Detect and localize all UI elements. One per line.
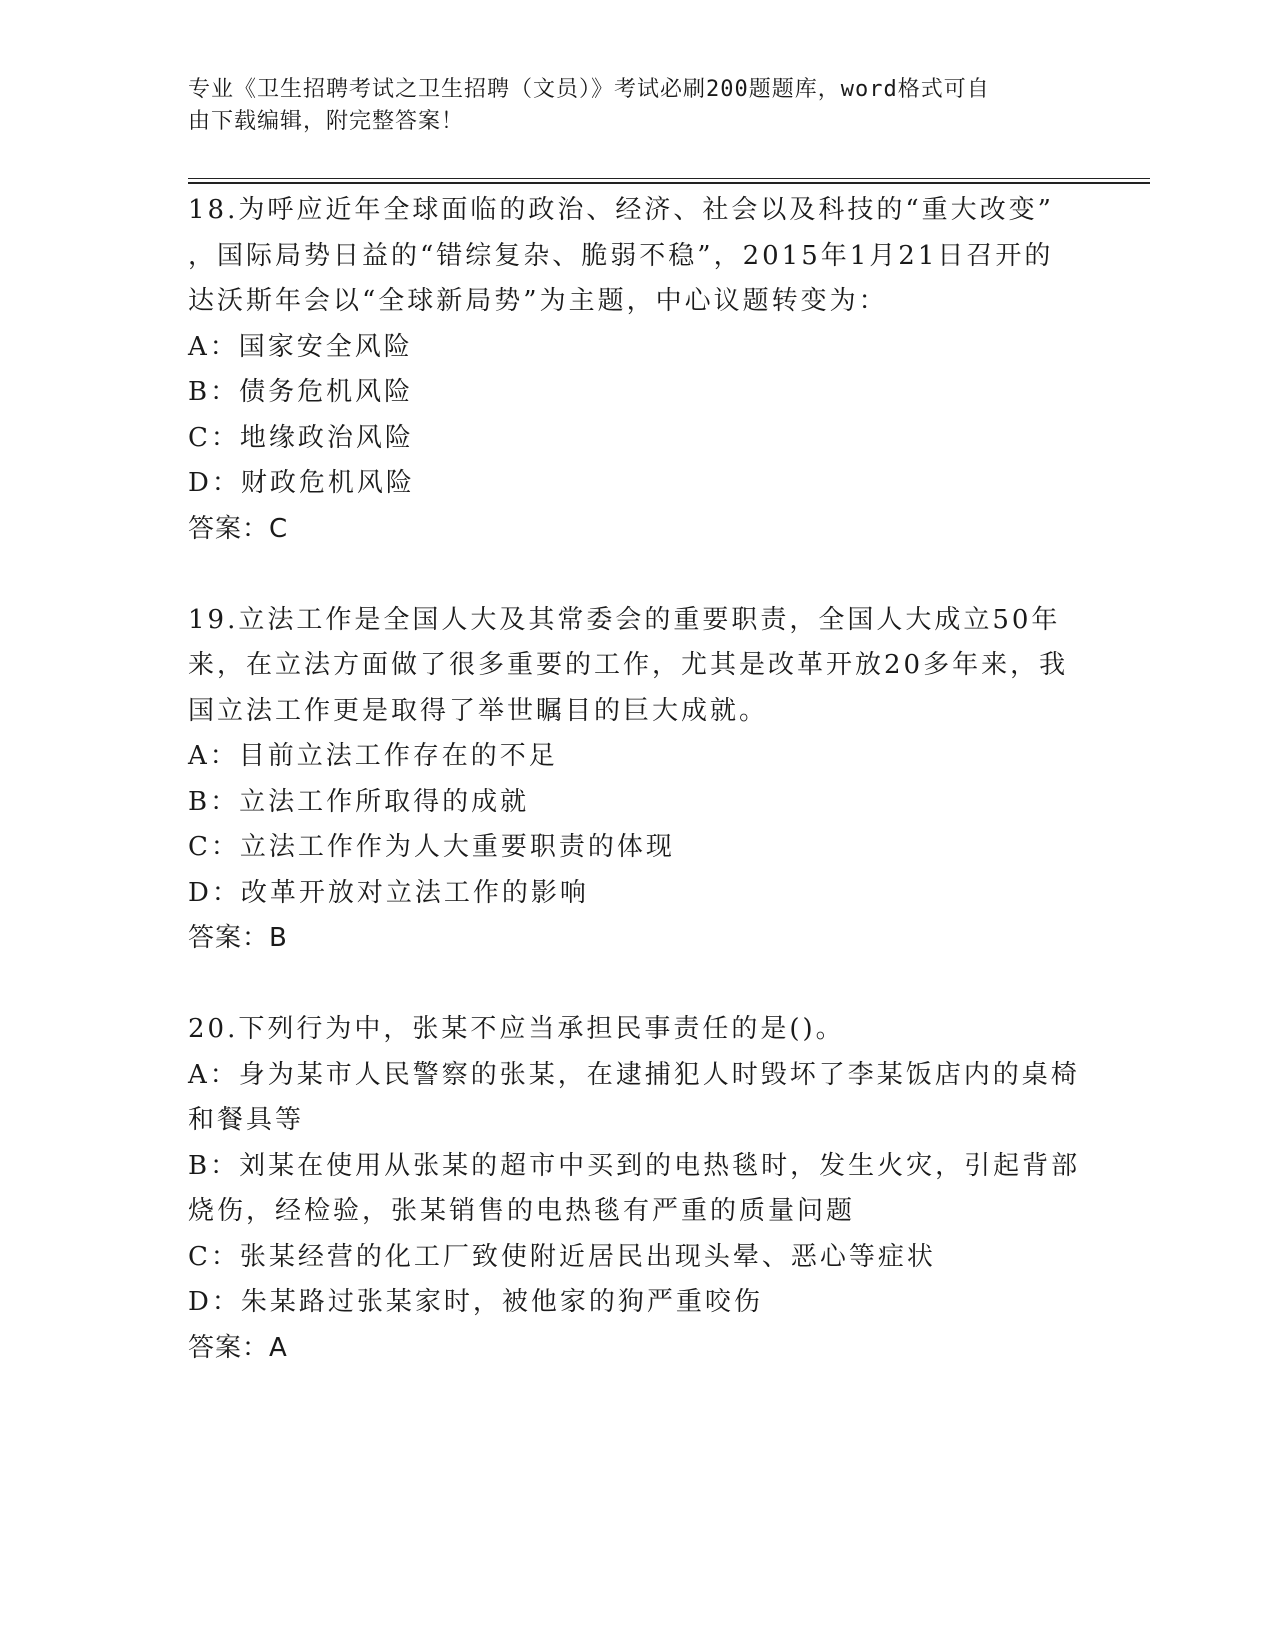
document-header	[188, 74, 1068, 138]
question-stem-line: 18.为呼应近年全球面临的政治、经济、社会以及科技的“重大改变”	[188, 195, 1054, 225]
question-stem-line: 达沃斯年会以“全球新局势”为主题，中心议题转变为：	[188, 286, 888, 316]
option-a: A：目前立法工作存在的不足	[188, 741, 558, 771]
question-stem-line: 来，在立法方面做了很多重要的工作，尤其是改革开放20多年来，我	[188, 650, 1069, 680]
option-b-continued: 烧伤，经检验，张某销售的电热毯有严重的质量问题	[188, 1196, 856, 1226]
question-stem-line: ，国际局势日益的“错综复杂、脆弱不稳”，2015年1月21日召开的	[188, 240, 1054, 271]
answer-line: 答案：C	[188, 513, 289, 544]
spacer	[188, 552, 1088, 598]
answer-line: 答案：B	[188, 923, 288, 953]
option-c: C：地缘政治风险	[188, 422, 414, 453]
answer-line: 答案：A	[188, 1332, 288, 1363]
question-18	[188, 188, 1088, 552]
option-d: D：财政危机风险	[188, 468, 415, 498]
header-line: 专业《卫生招聘考试之卫生招聘（文员）》考试必刷200题题库，word格式可自	[188, 77, 990, 102]
header-divider	[188, 178, 1150, 179]
spacer	[188, 962, 1088, 1008]
option-a: A：身为某市人民警察的张某，在逮捕犯人时毁坏了李某饭店内的桌椅	[188, 1059, 1080, 1090]
option-d: D：改革开放对立法工作的影响	[188, 877, 589, 908]
question-stem-line: 19.立法工作是全国人大及其常委会的重要职责，全国人大成立50年	[188, 604, 1061, 635]
header-line: 由下载编辑，附完整答案！	[188, 109, 465, 134]
option-a-continued: 和餐具等	[188, 1105, 305, 1135]
option-c: C：张某经营的化工厂致使附近居民出现头晕、恶心等症状	[188, 1241, 936, 1272]
question-stem-line: 国立法工作更是取得了举世瞩目的巨大成就。	[188, 695, 769, 726]
option-b: B：立法工作所取得的成就	[188, 786, 530, 817]
option-d: D：朱某路过张某家时，被他家的狗严重咬伤	[188, 1287, 763, 1317]
option-b: B：刘某在使用从张某的超市中买到的电热毯时，发生火灾，引起背部	[188, 1150, 1081, 1181]
header-divider	[188, 182, 1150, 184]
option-a: A：国家安全风险	[188, 331, 413, 362]
question-stem-line: 20.下列行为中，张某不应当承担民事责任的是()。	[188, 1014, 845, 1044]
option-b: B：债务危机风险	[188, 377, 414, 407]
option-c: C：立法工作作为人大重要职责的体现	[188, 832, 675, 862]
question-list	[188, 188, 1088, 1371]
question-20	[188, 1007, 1088, 1371]
question-19	[188, 598, 1088, 962]
